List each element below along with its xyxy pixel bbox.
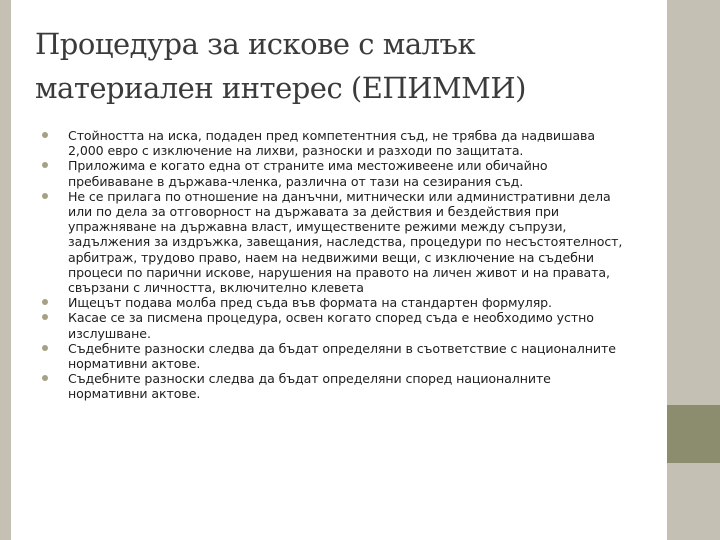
bullet-text: Касае се за писмена процедура, освен когато според съда е необходимо устно изслушване.	[68, 310, 594, 341]
slide-title	[35, 22, 635, 110]
bullet-item	[40, 341, 625, 371]
bullet-dot-icon	[42, 132, 48, 138]
bullet-text: Съдебните разноски следва да бъдат определяни според националните нормативни актове.	[68, 371, 551, 402]
bullet-text: Не се прилага по отношение на данъчни, митнически или административни дела или по дела за отговорност на държавата за действия и бездействия при упражняване на държавна власт, имуществените режими между съпрузи, задължения за издръжка, завещания, наследства, процедури по несъстоятелност, арбитраж, трудово право, наем на недвижими вещи, с изключение на съдебни процеси по парични искове, нарушения на правото на личен живот и на правата, свързани с личността, включително клевета	[68, 188, 623, 296]
bullet-dot-icon	[42, 193, 48, 199]
bullet-dot-icon	[42, 345, 48, 351]
bullet-item	[40, 189, 625, 295]
slide-title-line-2: материален интерес (ЕПИММИ)	[35, 71, 526, 105]
slide-title-line-1: Процедура за искове с малък	[35, 27, 476, 61]
bullet-text: Ищецът подава молба пред съда във формата на стандартен формуляр.	[68, 295, 552, 311]
bullet-dot-icon	[42, 375, 48, 381]
bullet-item	[40, 310, 625, 340]
bullet-text: Приложима е когато една от страните има местоживеене или обичайно пребиваване в държава-членка, различна от тази на сезирания съд.	[68, 158, 548, 189]
bullet-item	[40, 128, 625, 158]
bullet-item	[40, 371, 625, 401]
bullet-item	[40, 158, 625, 188]
bullet-text: Стойността на иска, подаден пред компетентния съд, не трябва да надвишава 2,000 евро с изключение на лихви, разноски и разходи по защитата.	[68, 128, 595, 159]
bullet-text: Съдебните разноски следва да бъдат определяни в съответствие с националните нормативни актове.	[68, 340, 616, 372]
bullet-item	[40, 295, 625, 310]
bullet-dot-icon	[42, 162, 48, 168]
bullet-list	[40, 128, 625, 402]
bullet-dot-icon	[42, 299, 48, 305]
right-accent-block	[667, 405, 720, 463]
bullet-dot-icon	[42, 314, 48, 320]
